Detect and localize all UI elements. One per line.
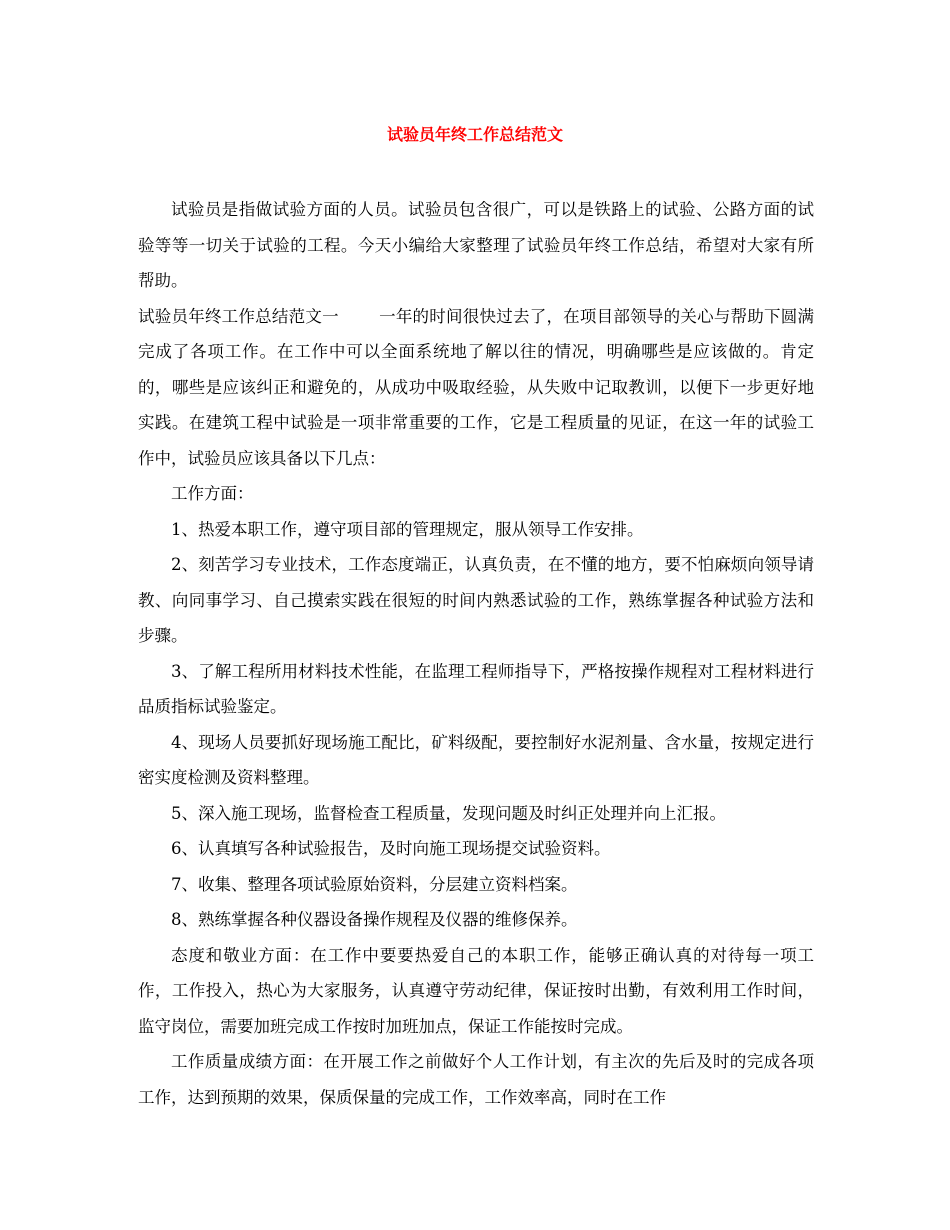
attitude-paragraph: 态度和敬业方面：在工作中要要热爱自己的本职工作，能够正确认真的对待每一项工作，工作投入，热心为大家服务，认真遵守劳动纪律，保证按时出勤，有效利用工作时间，监守岗位，需要加班完成工作按时加班加点，保证工作能按时完成。 — [138, 945, 814, 1036]
document-title: 试验员年终工作总结范文 — [386, 125, 563, 144]
section-paragraph — [138, 299, 814, 477]
list-item-3: 3、了解工程所用材料技术性能，在监理工程师指导下，严格按操作规程对工程材料进行品质指标试验鉴定。 — [138, 661, 814, 716]
intro-paragraph: 试验员是指做试验方面的人员。试验员包含很广，可以是铁路上的试验、公路方面的试验等等一切关于试验的工程。今天小编给大家整理了试验员年终工作总结，希望对大家有所帮助。 — [138, 200, 814, 290]
section-text: 一年的时间很快过去了，在项目部领导的关心与帮助下圆满完成了各项工作。在工作中可以全面系统地了解以往的情况，明确哪些是应该做的。肯定的，哪些是应该纠正和避免的，从成功中吸取经验，从失败中记取教训，以便下一步更好地实践。在建筑工程中试验是一项非常重要的工作，它是工程质量的见证，在这一年的试验工作中，试验员应该具备以下几点： — [138, 306, 815, 468]
list-item-7: 7、收集、整理各项试验原始资料，分层建立资料档案。 — [171, 874, 578, 894]
list-item-6: 6、认真填写各种试验报告，及时向施工现场提交试验资料。 — [171, 839, 611, 858]
list-item-2: 2、刻苦学习专业技术，工作态度端正，认真负责，在不懂的地方，要不怕麻烦向领导请教、向同事学习、自己摸索实践在很短的时间内熟悉试验的工作，熟练掌握各种试验方法和步骤。 — [138, 555, 814, 645]
list-item-5: 5、深入施工现场，监督检查工程质量，发现问题及时纠正处理并向上汇报。 — [171, 803, 726, 823]
list-item-1: 1、热爱本职工作，遵守项目部的管理规定，服从领导工作安排。 — [171, 519, 644, 539]
list-item-8: 8、熟练掌握各种仪器设备操作规程及仪器的维修保养。 — [171, 910, 578, 929]
section-heading: 试验员年终工作总结范文一 — [138, 306, 339, 326]
list-item-4: 4、现场人员要抓好现场施工配比，矿料级配，要控制好水泥剂量、含水量，按规定进行密实度检测及资料整理。 — [138, 732, 814, 787]
quality-paragraph: 工作质量成绩方面：在开展工作之前做好个人工作计划，有主次的先后及时的完成各项工作，达到预期的效果，保质保量的完成工作，工作效率高，同时在工作 — [138, 1052, 814, 1107]
document-body — [138, 192, 814, 1115]
work-heading: 工作方面： — [171, 484, 254, 503]
